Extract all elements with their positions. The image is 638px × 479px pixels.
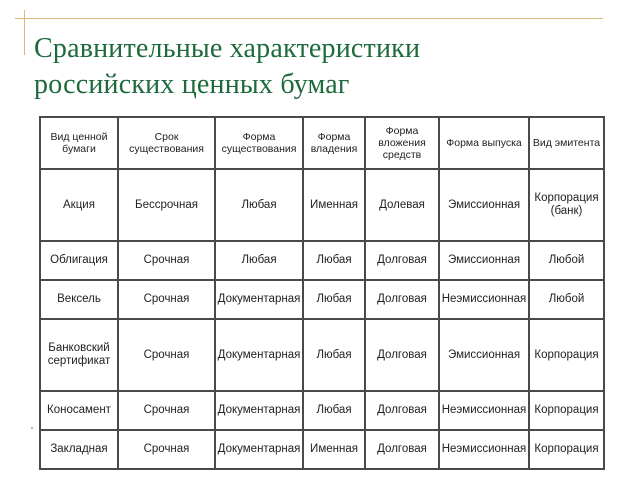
table-row-bill bbox=[40, 280, 604, 319]
table-cell: Долговая bbox=[365, 241, 439, 280]
table-cell: Банковский сертификат bbox=[40, 319, 118, 391]
table-cell: Документарная bbox=[215, 430, 303, 469]
table-cell: Любая bbox=[303, 241, 365, 280]
table-cell: Долевая bbox=[365, 169, 439, 241]
table-row-mortgage bbox=[40, 430, 604, 469]
table-cell: Облигация bbox=[40, 241, 118, 280]
table-cell: Эмиссионная bbox=[439, 319, 529, 391]
table-cell: Эмиссионная bbox=[439, 241, 529, 280]
header-existence-form: Форма существования bbox=[215, 117, 303, 169]
header-security-type: Вид ценной бумаги bbox=[40, 117, 118, 169]
table-cell: Коносамент bbox=[40, 391, 118, 430]
slide-frame-top-line bbox=[15, 18, 603, 19]
decorative-dot bbox=[31, 427, 33, 429]
table-cell: Именная bbox=[303, 430, 365, 469]
table-cell: Срочная bbox=[118, 319, 215, 391]
table-cell: Документарная bbox=[215, 391, 303, 430]
table-row-bill-of-lading bbox=[40, 391, 604, 430]
table-cell: Акция bbox=[40, 169, 118, 241]
table-cell: Именная bbox=[303, 169, 365, 241]
slide-frame-left-line bbox=[24, 10, 25, 55]
table-cell: Неэмиссионная bbox=[439, 280, 529, 319]
table-cell: Документарная bbox=[215, 280, 303, 319]
table-cell: Срочная bbox=[118, 241, 215, 280]
table-cell: Любая bbox=[215, 169, 303, 241]
table-cell: Срочная bbox=[118, 280, 215, 319]
table-cell: Любая bbox=[303, 319, 365, 391]
table-cell: Срочная bbox=[118, 391, 215, 430]
table-cell: Документарная bbox=[215, 319, 303, 391]
table-header-row bbox=[40, 117, 604, 169]
slide-title-line-1: Сравнительные характеристики bbox=[34, 33, 421, 64]
table-cell: Корпорация bbox=[529, 391, 604, 430]
table-cell: Любая bbox=[303, 280, 365, 319]
table-cell: Любая bbox=[215, 241, 303, 280]
table-cell: Любой bbox=[529, 241, 604, 280]
table-cell: Эмиссионная bbox=[439, 169, 529, 241]
table-cell: Неэмиссионная bbox=[439, 430, 529, 469]
table-cell: Корпорация (банк) bbox=[529, 169, 604, 241]
table-cell: Срочная bbox=[118, 430, 215, 469]
table-cell: Долговая bbox=[365, 391, 439, 430]
table-cell: Корпорация bbox=[529, 319, 604, 391]
header-issuer-type: Вид эмитента bbox=[529, 117, 604, 169]
slide-title bbox=[34, 31, 624, 103]
header-ownership-form: Форма владения bbox=[303, 117, 365, 169]
table-cell: Вексель bbox=[40, 280, 118, 319]
securities-comparison-table bbox=[39, 116, 605, 470]
header-issue-form: Форма выпуска bbox=[439, 117, 529, 169]
table-row-bank-certificate bbox=[40, 319, 604, 391]
slide-title-line-2: российских ценных бумаг bbox=[34, 69, 350, 100]
table-cell: Корпорация bbox=[529, 430, 604, 469]
table-row-bond bbox=[40, 241, 604, 280]
table-cell: Долговая bbox=[365, 319, 439, 391]
table-cell: Любая bbox=[303, 391, 365, 430]
table-cell: Долговая bbox=[365, 280, 439, 319]
table-cell: Бессрочная bbox=[118, 169, 215, 241]
table-cell: Долговая bbox=[365, 430, 439, 469]
header-term: Срок существования bbox=[118, 117, 215, 169]
table-cell: Любой bbox=[529, 280, 604, 319]
header-investment-form: Форма вложения средств bbox=[365, 117, 439, 169]
table-row-share bbox=[40, 169, 604, 241]
table-cell: Неэмиссионная bbox=[439, 391, 529, 430]
table-cell: Закладная bbox=[40, 430, 118, 469]
